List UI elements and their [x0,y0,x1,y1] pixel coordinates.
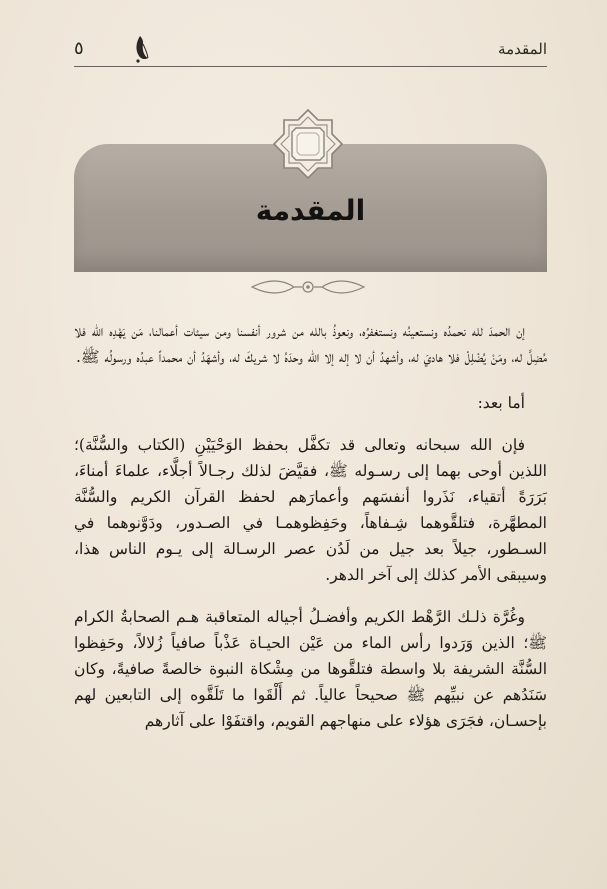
scroll-divider-ornament-icon [248,276,368,298]
paragraph-preservation: فإن الله سبحانه وتعالى قد تكفَّل بحفظ الوَحْيَيْنِ (الكتاب والسُّنَّة)؛ اللذين أوحى بهما إلى رسـوله ﷺ، فقيَّضَ لذلك رجـالاً أجلَّاء، علماءَ أمناءَ، بَرَرَةً أتقياء، نَذَروا أنفسَهم وأعمارَهم لحفظ القرآن الكريم والسُّنَّة المطهَّرة، فتلقَّوهما شِـفاهاً، وحَفِظوهمـا في الصـدور، ودَوَّنوهما في السـطور، جيلاً بعد جيل من لَدُن عصر الرسـالة إلى يـوم الناس هذا، وسيبقى الأمر كذلك إلى آخر الدهر. [74,436,547,584]
body-text [74,318,547,734]
amma-bad-heading: أما بعد: [477,394,525,412]
running-title: المقدمة [498,40,547,58]
page-number: ٥ [74,38,84,59]
paragraph-companions: وغُرَّة ذلـك الرَّهْط الكريم وأفضـلُ أجياله المتعاقبة هـم الصحابةُ الكرام ﷺ؛ الذين وَرَدوا رأس الماء من عَيْن الحيـاة عَذْباً صافياً زُلالاً، وحَفِظوا السُّنَّة الشريفة بلا واسطة فتلقَّوها من مِشْكاة النبوة خالصةً صافيةً، وكان سَنَدُهم عن نبيِّهم ﷺ صحيحاً عالياً. ثم أَلْقَوا ما تَلَقَّوه إلى التابعين لهم بإحسـان، فجَرَى هؤلاء على منهاجهم القويم، واقتفَوْا على آثارهم [74,608,547,730]
opening-paragraph: إن الحمدَ لله نحمدُه ونستعينُه ونستغفرُه، ونعوذُ بالله من شرور أنفسنا ومن سيئات أعمالنا، مَن يَهْدِه الله فلا مُضِلَّ له، ومَنْ يُضْلِلْ فلا هاديَ له، وأشهدُ أن لا إله إلا الله وحدَهُ لا شريكَ له، وأشهَدُ أن محمداً عبدُه ورسولُه ﷺ. [74,322,547,366]
header-divider [74,66,547,67]
running-header [74,36,547,64]
pen-nib-icon [132,34,154,64]
chapter-title: المقدمة [255,194,366,227]
octagon-ornament-icon [272,108,344,180]
